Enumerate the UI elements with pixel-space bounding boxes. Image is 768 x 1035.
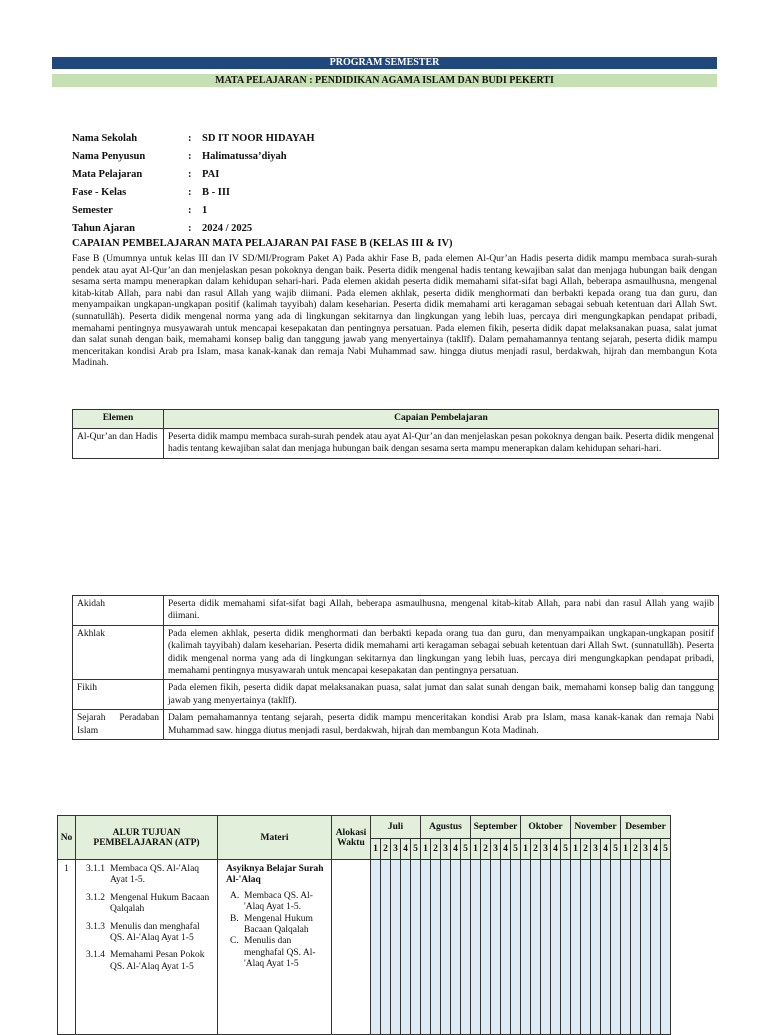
alokasi-cell (332, 860, 371, 1035)
schedule-table (57, 815, 671, 1035)
week-header: 2 (481, 839, 491, 860)
week-cell (581, 860, 591, 1035)
month-header: Desember (621, 816, 671, 839)
month-header: November (571, 816, 621, 839)
capaian-cell: Peserta didik mampu membaca surah-surah pendek atau ayat Al-Qur’an dan menjelaskan pesan pokoknya dengan baik. Peserta didik mengenal hadis tentang kewajiban salat dan menjaga hubungan baik dengan sesama serta mampu menerapkan dalam kehidupan sehari-hari. (164, 429, 719, 459)
week-header: 4 (401, 839, 411, 860)
week-cell (421, 860, 431, 1035)
week-header: 4 (601, 839, 611, 860)
week-header: 2 (631, 839, 641, 860)
week-header: 5 (611, 839, 621, 860)
week-cell (471, 860, 481, 1035)
elemen-cell: Akhlak (73, 625, 164, 680)
table-row (58, 860, 671, 1035)
cp-heading: CAPAIAN PEMBELAJARAN MATA PELAJARAN PAI FASE B (KELAS III & IV) (72, 238, 453, 249)
materi-item: A. Membaca QS. Al-'Alaq Ayat 1-5. (230, 890, 313, 913)
elemen-cell: Akidah (73, 596, 164, 626)
week-cell (631, 860, 641, 1035)
elements-table (72, 409, 719, 459)
week-cell (461, 860, 471, 1035)
week-header: 4 (451, 839, 461, 860)
column-header-elemen: Elemen (73, 410, 164, 429)
column-header-atp: ALUR TUJUAN PEMBELAJARAN (ATP) (76, 816, 218, 860)
week-header: 5 (411, 839, 421, 860)
atp-item: 3.1.3 Menulis dan menghafal QS. Al-'Alaq Ayat 1-5 (86, 921, 200, 944)
subject-bar: MATA PELAJARAN : PENDIDIKAN AGAMA ISLAM DAN BUDI PEKERTI (52, 74, 717, 87)
capaian-cell: Peserta didik memahami sifat-sifat bagi Allah, beberapa asmaulhusna, mengenal kitab-kitab Allah, para nabi dan rasul Allah yang wajib diimani. (164, 596, 719, 626)
info-row: Semester : 1 (72, 204, 208, 216)
column-header-no: No (58, 816, 76, 860)
week-cell (601, 860, 611, 1035)
atp-cell (76, 860, 218, 1035)
info-row: Tahun Ajaran : 2024 / 2025 (72, 222, 253, 234)
week-cell (561, 860, 571, 1035)
materi-item: B. Mengenal Hukum Bacaan Qalqalah (230, 913, 313, 936)
school-info (72, 129, 315, 237)
week-cell (491, 860, 501, 1035)
atp-item: 3.1.4 Memahami Pesan Pokok QS. Al-'Alaq Ayat 1-5 (86, 950, 205, 972)
elemen-cell: Sejarah Peradaban Islam (73, 710, 164, 740)
month-header: Oktober (521, 816, 571, 839)
week-header: 3 (641, 839, 651, 860)
week-cell (401, 860, 411, 1035)
table-row (73, 625, 719, 680)
week-cell (381, 860, 391, 1035)
week-header: 3 (541, 839, 551, 860)
week-cell (451, 860, 461, 1035)
week-cell (541, 860, 551, 1035)
week-header: 4 (651, 839, 661, 860)
table-row (73, 710, 719, 740)
elements-table-continued (72, 595, 719, 740)
info-row: Nama Penyusun : Halimatussa’diyah (72, 150, 287, 162)
program-title-bar: PROGRAM SEMESTER (52, 57, 717, 69)
week-header: 3 (491, 839, 501, 860)
week-header: 1 (621, 839, 631, 860)
week-header: 1 (521, 839, 531, 860)
atp-item: 3.1.2 Mengenal Hukum Bacaan Qalqalah (86, 892, 210, 915)
week-header: 1 (471, 839, 481, 860)
week-header: 3 (441, 839, 451, 860)
table-row (73, 680, 719, 710)
week-cell (431, 860, 441, 1035)
week-header: 4 (551, 839, 561, 860)
table-row (73, 596, 719, 626)
materi-cell (218, 860, 332, 1035)
week-cell (411, 860, 421, 1035)
week-header: 5 (461, 839, 471, 860)
week-cell (551, 860, 561, 1035)
elemen-cell: Al-Qur’an dan Hadis (73, 429, 164, 459)
week-header: 5 (561, 839, 571, 860)
week-cell (531, 860, 541, 1035)
materi-item: C. Menulis dan menghafal QS. Al-'Alaq Ayat 1-5 (230, 936, 316, 970)
table-row (73, 429, 719, 459)
week-header: 5 (661, 839, 671, 860)
week-header: 3 (591, 839, 601, 860)
week-cell (521, 860, 531, 1035)
week-cell (441, 860, 451, 1035)
week-header: 1 (421, 839, 431, 860)
row-number: 1 (58, 860, 76, 1035)
week-header: 2 (431, 839, 441, 860)
week-header: 5 (511, 839, 521, 860)
week-cell (371, 860, 381, 1035)
week-header: 2 (381, 839, 391, 860)
week-cell (591, 860, 601, 1035)
column-header-materi: Materi (218, 816, 332, 860)
month-header: Agustus (421, 816, 471, 839)
week-cell (651, 860, 661, 1035)
info-row: Mata Pelajaran : PAI (72, 168, 220, 180)
capaian-cell: Pada elemen akhlak, peserta didik menghormati dan berbakti kepada orang tua dan guru, dan menyampaikan ungkapan-ungkapan positif (kalimah tayyibah) dalam keseharian. Peserta didik memahami arti keragaman sebagai sebuah ketentuan dari Allah Swt. (sunnatullāh). Peserta didik mengenal norma yang ada di lingkungan sekitarnya dan lingkungan yang lebih luas, percaya diri mengungkapkan pendapat pribadi, memahami pentingnya musyawarah untuk mencapai kesepakatan dan pentingnya persatuan. (164, 625, 719, 680)
week-cell (501, 860, 511, 1035)
capaian-cell: Pada elemen fikih, peserta didik dapat melaksanakan puasa, salat jumat dan salat sunah dengan baik, memahami konsep balig dan tanggung jawab yang menyertainya (taklīf). (164, 680, 719, 710)
elemen-cell: Fikih (73, 680, 164, 710)
capaian-cell: Dalam pemahamannya tentang sejarah, peserta didik mampu menceritakan kondisi Arab pra Islam, masa kanak-kanak dan remaja Nabi Muhammad saw. hingga diutus menjadi rasul, berdakwah, hijrah dan membangun Kota Madinah. (164, 710, 719, 740)
week-cell (391, 860, 401, 1035)
month-header: September (471, 816, 521, 839)
info-row: Fase - Kelas : B - III (72, 186, 231, 198)
week-header: 2 (581, 839, 591, 860)
week-cell (661, 860, 671, 1035)
atp-item: 3.1.1 Membaca QS. Al-'Alaq Ayat 1-5. (86, 864, 200, 886)
column-header-alokasi: Alokasi Waktu (332, 816, 371, 860)
info-row: Nama Sekolah : SD IT NOOR HIDAYAH (72, 132, 315, 144)
week-cell (571, 860, 581, 1035)
week-header: 4 (501, 839, 511, 860)
week-cell (621, 860, 631, 1035)
week-header: 3 (391, 839, 401, 860)
week-cell (481, 860, 491, 1035)
week-header: 1 (571, 839, 581, 860)
week-cell (611, 860, 621, 1035)
column-header-capaian: Capaian Pembelajaran (164, 410, 719, 429)
week-cell (641, 860, 651, 1035)
week-header: 2 (531, 839, 541, 860)
month-header: Juli (371, 816, 421, 839)
cp-paragraph: Fase B (Umumnya untuk kelas III dan IV SD/MI/Program Paket A) Pada akhir Fase B, pada elemen Al-Qur’an Hadis peserta didik mampu membaca surah-surah pendek atau ayat Al-Qur’an dan menjelaskan pesan pokoknya dengan baik. Peserta didik mengenal hadis tentang kewajiban salat dan menjaga hubungan baik dengan sesama serta mampu menerapkan dalam kehidupan sehari-hari. Pada elemen akidah peserta didik memahami sifat-sifat bagi Allah, beberapa asmaulhusna, mengenal kitab-kitab Allah, para nabi dan rasul Allah yang wajib diimani. Pada elemen akhlak, peserta didik menghormati dan berbakti kepada orang tua dan guru, dan menyampaikan ungkapan-ungkapan positif (kalimah tayyibah) dalam keseharian. Peserta didik memahami arti keragaman sebagai sebuah ketentuan dari Allah Swt. (sunnatullāh). Peserta didik mengenal norma yang ada di lingkungan sekitarnya dan lingkungan yang lebih luas, percaya diri mengungkapkan pendapat pribadi, memahami pentingnya musyawarah untuk mencapai kesepakatan dan pentingnya persatuan. Pada elemen fikih, peserta didik dapat melaksanakan puasa, salat jumat dan salat sunah dengan baik, memahami konsep balig dan tanggung jawab yang menyertainya (taklīf). Dalam pemahamannya tentang sejarah, peserta didik mampu menceritakan kondisi Arab pra Islam, masa kanak-kanak dan remaja Nabi Muhammad saw. hingga diutus menjadi rasul, berdakwah, hijrah dan membangun Kota Madinah. (72, 253, 717, 369)
week-cell (511, 860, 521, 1035)
week-header: 1 (371, 839, 381, 860)
materi-title: Asyiknya Belajar Surah Al-'Alaq (226, 864, 324, 886)
